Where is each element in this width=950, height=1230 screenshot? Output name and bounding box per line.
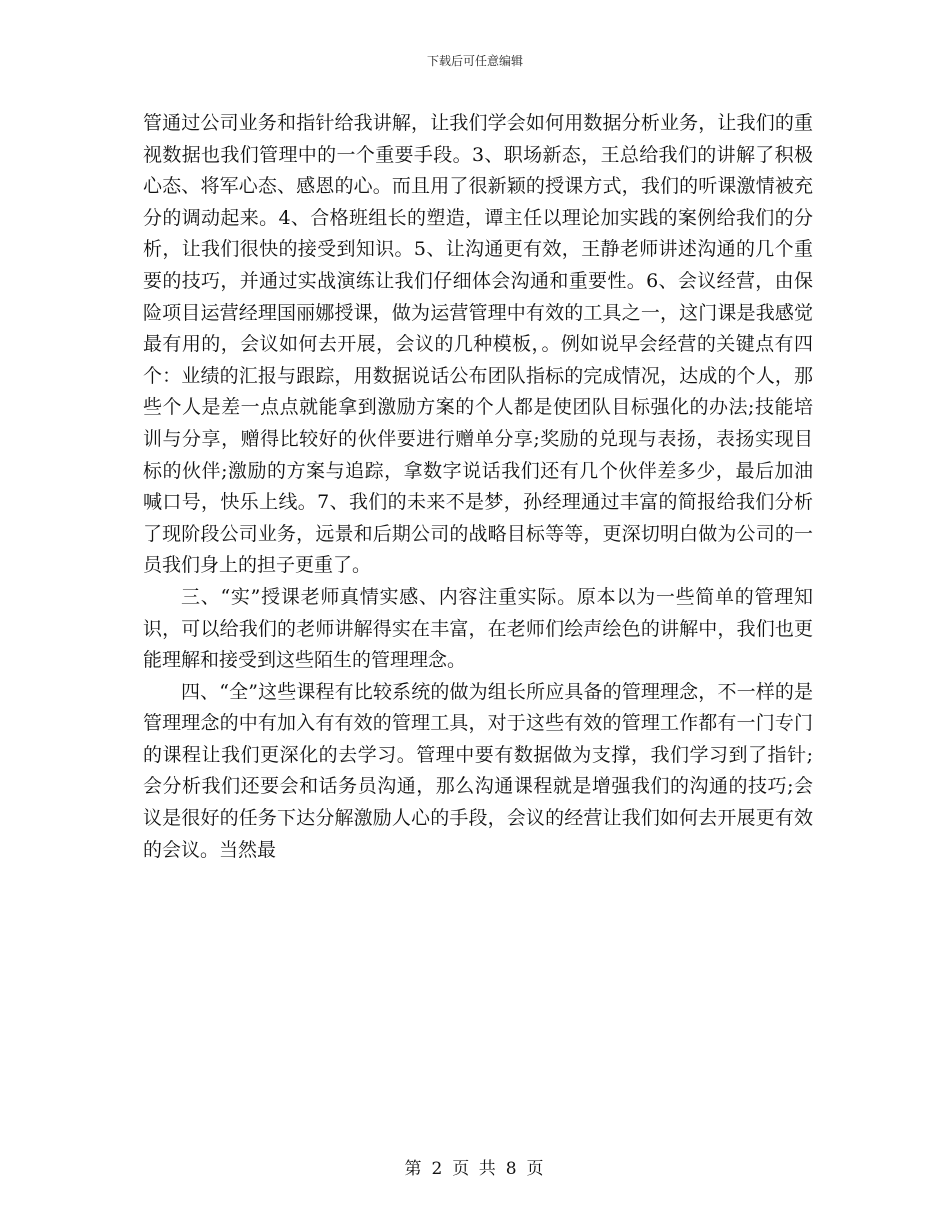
body-paragraph-2: 三、“实”授课老师真情实感、内容注重实际。原本以为一些简单的管理知识，可以给我们的老师讲解得实在丰富，在老师们绘声绘色的讲解中，我们也更能理解和接受到这些陌生的管理理念。 (143, 585, 813, 672)
footer-middle: 页 共 (452, 1159, 498, 1179)
footer-prefix: 第 (404, 1159, 424, 1179)
page-footer (0, 1154, 950, 1179)
body-paragraph-1: 管通过公司业务和指针给我讲解，让我们学会如何用数据分析业务，让我们的重视数据也我们管理中的一个重要手段。3、职场新态，王总给我们的讲解了积极心态、将军心态、感恩的心。而且用了很新颖的授课方式，我们的听课激情被充分的调动起来。4、合格班组长的塑造，谭主任以理论加实践的案例给我们的分析，让我们很快的接受到知识。5、让沟通更有效，王静老师讲述沟通的几个重要的技巧，并通过实战演练让我们仔细体会沟通和重要性。6、会议经营，由保险项目运营经理国丽娜授课，做为运营管理中有效的工具之一，这门课是我感觉最有用的，会议如何去开展，会议的几种模板，。例如说早会经营的关键点有四个：业绩的汇报与跟踪，用数据说话公布团队指标的完成情况，达成的个人，那些个人是差一点点就能拿到激励方案的个人都是使团队目标强化的办法;技能培训与分享，赠得比较好的伙伴要进行赠单分享;奖励的兑现与表扬，表扬实现目标的伙伴;激励的方案与追踪，拿数字说话我们还有几个伙伴差多少，最后加油喊口号，快乐上线。7、我们的未来不是梦，孙经理通过丰富的简报给我们分析了现阶段公司业务，远景和后期公司的战略目标等等，更深切明白做为公司的一员我们身上的担子更重了。 (143, 112, 813, 577)
footer-suffix: 页 (526, 1159, 546, 1179)
page-header: 下载后可任意编辑 (426, 54, 523, 68)
footer-page-number: 2 (431, 1159, 445, 1179)
body-paragraph-3: 四、“全”这些课程有比较系统的做为组长所应具备的管理理念，不一样的是管理理念的中有加入有有效的管理工具，对于这些有效的管理工作都有一门专门的课程让我们更深化的去学习。管理中要有数据做为支撑，我们学习到了指针;会分析我们还要会和话务员沟通，那么沟通课程就是增强我们的沟通的技巧;会议是很好的任务下达分解激励人心的手段，会议的经营让我们如何去开展更有效的会议。当然最 (143, 680, 813, 861)
footer-total-pages: 8 (505, 1159, 519, 1179)
document-body (143, 108, 813, 866)
